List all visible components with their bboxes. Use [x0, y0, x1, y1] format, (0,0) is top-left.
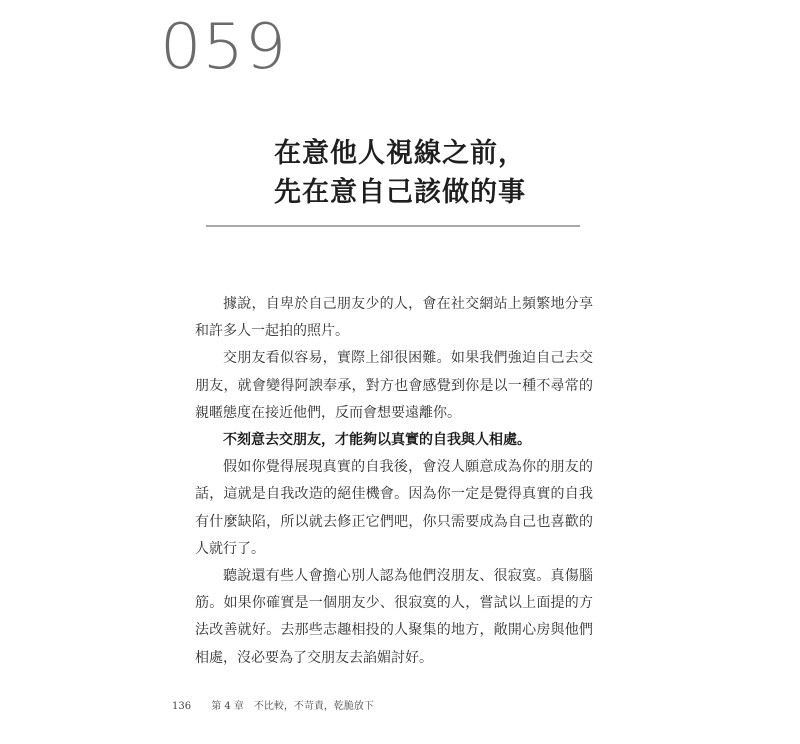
paragraph: 聽說還有些人會擔心別人認為他們沒朋友、很寂寞。真傷腦筋。如果你確實是一個朋友少、很寂寞的人，嘗試以上面提的方法改善就好。去那些志趣相投的人聚集的地方，敞開心房與他們相處，沒必要為了交朋友去諂媚討好。 [195, 568, 593, 666]
running-header-chapter: 第 4 章 不比較，不苛責，乾脆放下 [211, 701, 374, 712]
page-title [150, 134, 650, 212]
emphasis-paragraph: 不刻意去交朋友，才能夠以真實的自我與人相處。 [223, 432, 531, 449]
title-line-2: 先在意自己該做的事 [274, 177, 526, 208]
body-text [195, 291, 593, 672]
title-divider [206, 225, 580, 227]
title-line-1: 在意他人視線之前， [274, 138, 526, 169]
page-number: 136 [172, 701, 192, 712]
paragraph: 據說，自卑於自己朋友少的人，會在社交網站上頻繁地分享和許多人一起拍的照片。 [195, 296, 593, 340]
section-number: 059 [160, 10, 288, 83]
paragraph: 交朋友看似容易，實際上卻很困難。如果我們強迫自己去交朋友，就會變得阿諛奉承，對方也會感覺到你是以一種不尋常的親暱態度在接近他們，反而會想要遠離你。 [195, 350, 593, 421]
page-footer [172, 697, 374, 712]
paragraph: 假如你覺得展現真實的自我後，會沒人願意成為你的朋友的話，這就是自我改造的絕佳機會。因為你一定是覺得真實的自我有什麼缺陷，所以就去修正它們吧，你只需要成為自己也喜歡的人就行了。 [195, 459, 593, 557]
